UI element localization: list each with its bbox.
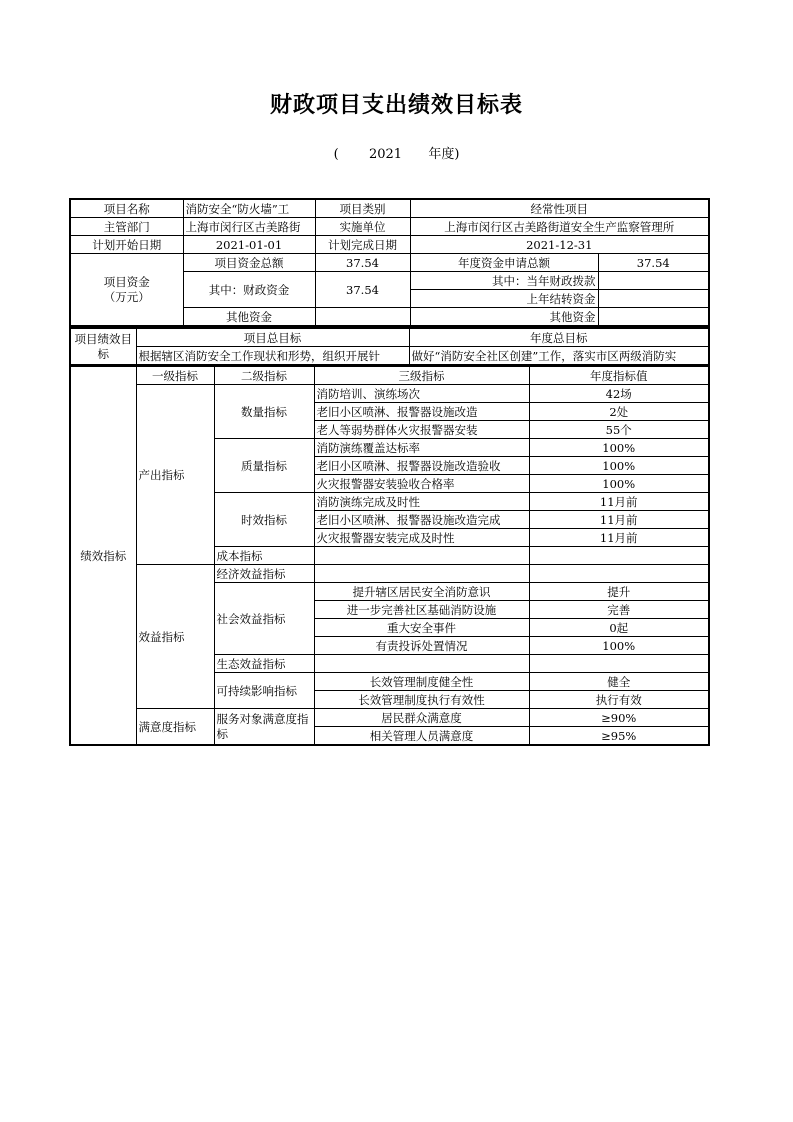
indicator-value: 55个 (529, 421, 709, 439)
indicator-value: 100% (529, 439, 709, 457)
timely-label: 时效指标 (214, 493, 314, 547)
indicator-value: 执行有效 (529, 691, 709, 709)
header-level1: 一级指标 (136, 366, 214, 385)
table-row (70, 565, 709, 583)
indicator-value: 11月前 (529, 493, 709, 511)
satisfaction-label: 满意度指标 (136, 709, 214, 746)
indicator-table (69, 365, 710, 746)
funds-annual-value: 37.54 (598, 254, 709, 272)
project-type-value: 经常性项目 (410, 199, 709, 218)
impl-value: 上海市闵行区古美路街道安全生产监察管理所 (410, 218, 709, 236)
impl-label: 实施单位 (315, 218, 410, 236)
indicator-name: 相关管理人员满意度 (314, 727, 529, 746)
project-type-label: 项目类别 (315, 199, 410, 218)
funds-finance-label: 其中：财政资金 (183, 272, 315, 308)
indicator-value: 完善 (529, 601, 709, 619)
perf-label: 绩效指标 (70, 366, 136, 745)
funds-annual-label: 年度资金申请总额 (410, 254, 598, 272)
funds-total-label: 项目资金总额 (183, 254, 315, 272)
indicator-name: 老旧小区喷淋、报警器设施改造 (314, 403, 529, 421)
indicator-name: 消防培训、演练场次 (314, 385, 529, 403)
start-label: 计划开始日期 (70, 236, 183, 254)
benefit-label: 效益指标 (136, 565, 214, 709)
indicator-value: 100% (529, 637, 709, 655)
indicator-name: 老人等弱势群体火灾报警器安装 (314, 421, 529, 439)
funds-label: 项目资金 （万元） (70, 254, 183, 327)
year-value: 2021 (368, 147, 403, 162)
table-row (70, 236, 709, 254)
year-open: ( (333, 147, 339, 162)
indicator-name: 火灾报警器安装完成及时性 (314, 529, 529, 547)
end-value: 2021-12-31 (410, 236, 709, 254)
year-line (0, 143, 793, 162)
goals-label: 项目绩效目标 (70, 328, 136, 365)
quantity-label: 数量指标 (214, 385, 314, 439)
dept-label: 主管部门 (70, 218, 183, 236)
indicator-value (529, 547, 709, 565)
funds-other-value (315, 308, 410, 327)
indicator-value: 42场 (529, 385, 709, 403)
funds-total-value: 37.54 (315, 254, 410, 272)
indicator-value: 0起 (529, 619, 709, 637)
table-row (70, 328, 709, 347)
indicator-value: 提升 (529, 583, 709, 601)
goals-annual-text: 做好“消防安全社区创建”工作，落实市区两级消防实 (409, 347, 709, 366)
indicator-name: 消防演练完成及时性 (314, 493, 529, 511)
indicator-name (314, 655, 529, 673)
table-row (70, 366, 709, 385)
indicator-name: 消防演练覆盖达标率 (314, 439, 529, 457)
goals-overall-text: 根据辖区消防安全工作现状和形势，组织开展针 (136, 347, 409, 366)
output-label: 产出指标 (136, 385, 214, 565)
table-row (70, 709, 709, 727)
indicator-name: 提升辖区居民安全消防意识 (314, 583, 529, 601)
funds-current-label: 其中：当年财政拨款 (410, 272, 598, 290)
basic-info-table (69, 198, 710, 327)
funds-carry-label: 上年结转资金 (410, 290, 598, 308)
quality-label: 质量指标 (214, 439, 314, 493)
indicator-value: 100% (529, 457, 709, 475)
indicator-value: 健全 (529, 673, 709, 691)
service-label: 服务对象满意度指标 (214, 709, 314, 746)
dept-value: 上海市闵行区古美路街 (183, 218, 315, 236)
header-level2: 二级指标 (214, 366, 314, 385)
cost-label: 成本指标 (214, 547, 314, 565)
funds-other-label-2: 其他资金 (410, 308, 598, 327)
end-label: 计划完成日期 (315, 236, 410, 254)
indicator-value: ≥90% (529, 709, 709, 727)
indicator-name: 老旧小区喷淋、报警器设施改造完成 (314, 511, 529, 529)
funds-other-value-2 (598, 308, 709, 327)
header-level3: 三级指标 (314, 366, 529, 385)
goals-table (69, 327, 710, 366)
funds-carry-value (598, 290, 709, 308)
indicator-value: 2处 (529, 403, 709, 421)
indicator-name: 长效管理制度执行有效性 (314, 691, 529, 709)
indicator-name: 居民群众满意度 (314, 709, 529, 727)
indicator-value: ≥95% (529, 727, 709, 746)
indicator-name: 进一步完善社区基础消防设施 (314, 601, 529, 619)
funds-finance-value: 37.54 (315, 272, 410, 308)
sustain-label: 可持续影响指标 (214, 673, 314, 709)
table-row (70, 254, 709, 272)
table-row (70, 347, 709, 366)
eco-label: 生态效益指标 (214, 655, 314, 673)
start-value: 2021-01-01 (183, 236, 315, 254)
goals-overall-label: 项目总目标 (136, 328, 409, 347)
table-row (70, 199, 709, 218)
funds-other-label: 其他资金 (183, 308, 315, 327)
header-value: 年度指标值 (529, 366, 709, 385)
indicator-value: 11月前 (529, 529, 709, 547)
indicator-value: 11月前 (529, 511, 709, 529)
project-name-value: 消防安全“防火墙”工 (183, 199, 315, 218)
indicator-name: 老旧小区喷淋、报警器设施改造验收 (314, 457, 529, 475)
funds-current-value (598, 272, 709, 290)
economic-label: 经济效益指标 (214, 565, 314, 583)
table-row (70, 218, 709, 236)
page-title: 财政项目支出绩效目标表 (269, 93, 523, 118)
indicator-name: 火灾报警器安装验收合格率 (314, 475, 529, 493)
indicator-name (314, 547, 529, 565)
indicator-name: 有责投诉处置情况 (314, 637, 529, 655)
indicator-name: 长效管理制度健全性 (314, 673, 529, 691)
indicator-value (529, 655, 709, 673)
indicator-name: 重大安全事件 (314, 619, 529, 637)
indicator-value (529, 565, 709, 583)
project-name-label: 项目名称 (70, 199, 183, 218)
indicator-value: 100% (529, 475, 709, 493)
indicator-name (314, 565, 529, 583)
table-row (70, 385, 709, 403)
social-label: 社会效益指标 (214, 583, 314, 655)
year-close: 年度) (428, 147, 460, 162)
goals-annual-label: 年度总目标 (409, 328, 709, 347)
